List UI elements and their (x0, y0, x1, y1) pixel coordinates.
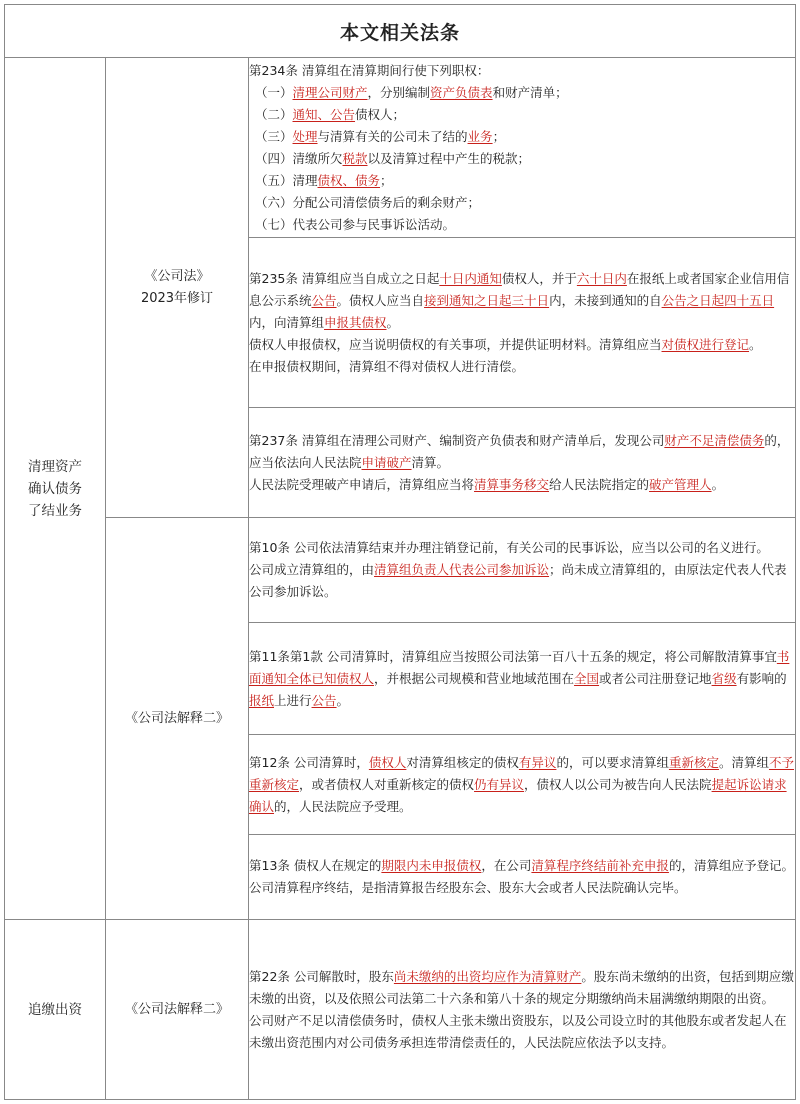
source-cell (106, 58, 249, 518)
article-text: ； (380, 172, 393, 188)
highlighted-term: 债权人 (368, 754, 407, 770)
highlighted-term: 清算组负责人代表公司参加诉讼 (374, 562, 550, 577)
article-paragraph (249, 752, 795, 818)
article-paragraph (249, 356, 795, 378)
source-cell (106, 518, 249, 920)
highlighted-term: 清理公司财产 (292, 84, 368, 100)
category-cell (5, 920, 106, 1100)
article-text: 。股东尚未缴纳的出资，包括到期应缴未缴的出资，以及依照公司法第二十六条和第八十条的规定分期缴纳尚未届满缴纳期限的出资。 (249, 968, 794, 1006)
article-text: 内，未接到通知的自 (549, 292, 662, 308)
article-text: 。清算组 (718, 754, 769, 770)
article-text: 清算。 (411, 454, 450, 470)
article-text: 。 (711, 476, 725, 492)
article-paragraph (249, 430, 795, 474)
highlighted-term: 申报其债权 (324, 314, 387, 330)
highlighted-term: 接到通知之日起三十日 (424, 292, 550, 308)
article-text: 第10条 公司依法清算结束并办理注销登记前，有关公司的民事诉讼，应当以公司的名义进行。 (249, 540, 769, 555)
article-text: 在报纸上或者国家企业信用信息公示系统 (249, 270, 790, 308)
article-paragraph (249, 104, 795, 126)
highlighted-term: 书面通知全体已知债权人 (249, 648, 790, 686)
article-text: 公司财产不足以清偿债务时，债权人主张未缴出资股东，以及公司设立时的其他股东或者发起人在未缴出资范围内对公司债务承担连带清偿责任的，人民法院应依法予以支持。 (249, 1012, 787, 1050)
article-text: 对清算组核定的债权 (406, 754, 519, 770)
article-paragraph (249, 214, 795, 236)
article-text: 在申报债权期间，清算组不得对债权人进行清偿。 (249, 358, 525, 374)
article-text: 第237条 清算组在清理公司财产、编制资产负债表和财产清单后，发现公司 (249, 432, 665, 448)
highlighted-term: 六十日内 (576, 270, 627, 286)
category-line: 清理资产 (28, 458, 82, 475)
highlighted-term: 仍有异议 (474, 776, 525, 792)
highlighted-term: 破产管理人 (649, 476, 712, 492)
article-paragraph (249, 877, 795, 899)
article-text: 第234条 清算组在清算期间行使下列职权： (249, 62, 490, 78)
highlighted-term: 有异议 (518, 754, 557, 770)
article-text: 。债权人应当自 (336, 292, 425, 308)
article-cell (249, 835, 796, 920)
highlighted-term: 处理 (292, 128, 318, 144)
article-paragraph (249, 60, 795, 82)
category-line: 确认债务 (28, 480, 82, 497)
article-cell (249, 58, 796, 238)
highlighted-term: 尚未缴纳的出资均应作为清算财产 (393, 968, 582, 984)
article-text: 或者公司注册登记地 (599, 670, 712, 686)
category-line: 了结业务 (28, 502, 82, 519)
law-table (4, 4, 796, 1100)
article-text: 第13条 债权人在规定的 (249, 858, 382, 873)
article-text: 债权人申报债权，应当说明债权的有关事项，并提供证明材料。清算组应当 (249, 336, 662, 352)
article-text: 第22条 公司解散时，股东 (249, 968, 394, 984)
article-text: 的，应当依法向人民法院 (249, 432, 790, 470)
article-text: 和财产清单； (492, 84, 568, 100)
article-paragraph (249, 82, 795, 104)
article-cell (249, 408, 796, 518)
table-title: 本文相关法条 (5, 5, 796, 58)
article-text: （一） (255, 84, 293, 100)
article-text: 公司清算程序终结，是指清算报告经股东会、股东大会或者人民法院确认完毕。 (249, 880, 687, 895)
highlighted-term: 提起诉讼请求确认 (249, 776, 787, 814)
article-paragraph (249, 170, 795, 192)
article-text: 。 (386, 314, 400, 330)
article-paragraph (249, 646, 795, 712)
article-paragraph (249, 1010, 795, 1054)
source-name: 《公司法》 (144, 268, 210, 284)
article-text: 第12条 公司清算时， (249, 754, 369, 770)
article-text: ；尚未成立清算组的，由原法定代表人代表公司参加诉讼。 (249, 562, 787, 599)
article-cell (249, 518, 796, 623)
article-text: 的，清算组应予登记。 (668, 858, 794, 873)
article-paragraph (249, 537, 795, 559)
article-paragraph (249, 966, 795, 1010)
article-text: 给人民法院指定的 (549, 476, 650, 492)
article-text: ，分别编制 (367, 84, 431, 100)
article-cell (249, 920, 796, 1100)
article-text: 上进行 (274, 692, 312, 708)
highlighted-term: 报纸 (249, 692, 275, 708)
highlighted-term: 业务 (467, 128, 493, 144)
article-paragraph (249, 148, 795, 170)
article-text: 人民法院受理破产申请后，清算组应当将 (249, 476, 475, 492)
highlighted-term: 期限内未申报债权 (381, 858, 482, 873)
article-text: 的，人民法院应予受理。 (274, 798, 412, 814)
category-cell (5, 58, 106, 920)
article-cell (249, 623, 796, 735)
highlighted-term: 十日内通知 (439, 270, 502, 286)
article-text: （四）清缴所欠 (255, 150, 343, 166)
highlighted-term: 资产负债表 (430, 84, 493, 100)
highlighted-term: 公告 (311, 292, 337, 308)
article-text: 内，向清算组 (249, 314, 325, 330)
source-cell (106, 920, 249, 1100)
category-line: 追缴出资 (28, 1001, 82, 1018)
highlighted-term: 对债权进行登记 (661, 336, 750, 352)
source-name: 《公司法解释二》 (124, 710, 229, 726)
article-text: 与清算有关的公司未了结的 (317, 128, 468, 144)
article-paragraph (249, 268, 795, 334)
article-text: 以及清算过程中产生的税款； (367, 150, 531, 166)
article-text: ； (492, 128, 506, 144)
highlighted-term: 财产不足清偿债务 (664, 432, 765, 448)
highlighted-term: 通知、公告 (292, 106, 356, 122)
article-paragraph (249, 334, 795, 356)
highlighted-term: 公告 (311, 692, 337, 708)
highlighted-term: 债权、债务 (317, 172, 381, 188)
article-text: 。 (336, 692, 350, 708)
article-text: 。 (749, 336, 762, 352)
article-cell (249, 238, 796, 408)
source-subtitle: 2023年修订 (140, 290, 214, 306)
source-name: 《公司法解释二》 (124, 1001, 229, 1017)
article-text: ，债权人以公司为被告向人民法院 (524, 776, 712, 792)
article-text: 公司成立清算组的，由 (249, 562, 375, 577)
highlighted-term: 全国 (574, 670, 600, 686)
article-text: 第235条 清算组应当自成立之日起 (249, 270, 440, 286)
article-text: 有影响的 (736, 670, 787, 686)
highlighted-term: 申请破产 (361, 454, 412, 470)
article-text: （六）分配公司清偿债务后的剩余财产； (255, 194, 481, 210)
article-text: （三） (255, 128, 293, 144)
article-paragraph (249, 559, 795, 603)
article-text: 的，可以要求清算组 (556, 754, 669, 770)
article-text: （二） (255, 106, 293, 122)
article-paragraph (249, 192, 795, 214)
highlighted-term: 清算事务移交 (474, 476, 550, 492)
highlighted-term: 公告之日起四十五日 (661, 292, 775, 308)
highlighted-term: 不予重新核定 (249, 754, 794, 792)
highlighted-term: 省级 (711, 670, 737, 686)
article-text: ，在公司 (481, 858, 532, 873)
article-text: （五）清理 (255, 172, 318, 188)
article-text: ，或者债权人对重新核定的债权 (299, 776, 475, 792)
article-text: （七）代表公司参与民事诉讼活动。 (255, 216, 456, 232)
article-paragraph (249, 126, 795, 148)
article-paragraph (249, 855, 795, 877)
highlighted-term: 重新核定 (668, 754, 719, 770)
article-text: ，并根据公司规模和营业地域范围在 (374, 670, 575, 686)
article-text: 债权人，并于 (501, 270, 577, 286)
highlighted-term: 税款 (342, 150, 368, 166)
article-paragraph (249, 474, 795, 496)
article-text: 债权人； (355, 106, 406, 122)
article-cell (249, 735, 796, 835)
article-text: 第11条第1款 公司清算时，清算组应当按照公司法第一百八十五条的规定，将公司解散清算事宜 (249, 648, 777, 664)
highlighted-term: 清算程序终结前补充申报 (531, 858, 669, 873)
